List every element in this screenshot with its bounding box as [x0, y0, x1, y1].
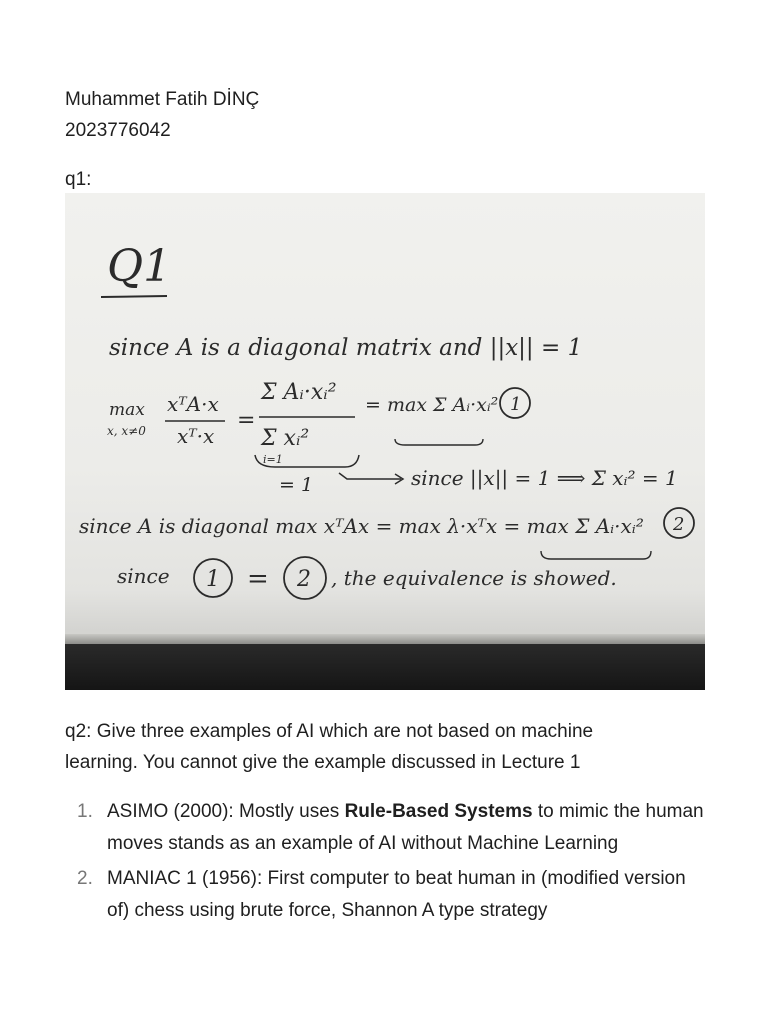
line3-brace	[541, 551, 651, 559]
result-expression: = max Σ Aᵢ·xᵢ²	[365, 394, 499, 416]
max-label: max	[109, 400, 145, 420]
circle-1-number: 1	[510, 394, 522, 415]
answer-text-end: to mimic the human moves stands as an example of AI without Machine Learning	[107, 801, 704, 854]
since-norm-line: since ||x|| = 1 ⟹ Σ xᵢ² = 1	[411, 466, 678, 490]
list-item	[65, 796, 705, 860]
circle-2-ref-number: 2	[297, 567, 311, 592]
handwriting-svg	[65, 193, 705, 690]
answer-bold-term: Rule-Based Systems	[344, 801, 533, 822]
arrow-line	[339, 473, 401, 479]
answer-text-start: ASIMO (2000): Mostly uses	[107, 801, 345, 822]
fraction-denominator: xᵀ·x	[177, 424, 215, 448]
fraction-numerator: xᵀA·x	[167, 392, 219, 416]
result-brace	[395, 439, 483, 445]
author-name: Muhammet Fatih DİNÇ	[65, 89, 260, 110]
heading-underline	[101, 296, 167, 297]
hand-line-4-since: since	[117, 564, 170, 588]
equals-sign-1: =	[237, 408, 256, 433]
answer-text-start: MANIAC 1 (1956): First computer to beat human in (modified version of) chess using brute force, Shannon A type strategy	[107, 868, 686, 921]
handwritten-photo	[65, 193, 705, 690]
q2-prompt: q2: Give three examples of AI which are not based on machine learning. You cannot give the example discussed in Lecture 1	[65, 721, 594, 773]
sum-numerator: Σ Aᵢ·xᵢ²	[261, 380, 337, 405]
circle-2-number: 2	[673, 514, 685, 535]
hand-line-3: since A is diagonal max xᵀAx = max λ·xᵀx = max Σ Aᵢ·xᵢ²	[79, 514, 644, 538]
hand-line-4-conclusion: , the equivalence is showed.	[331, 566, 617, 590]
heading-q1: Q1	[107, 241, 172, 292]
hand-line-1: since A is a diagonal matrix and ||x|| = 1	[109, 335, 583, 361]
student-id: 2023776042	[65, 120, 171, 141]
equals-one: = 1	[279, 474, 314, 496]
hand-line-4-equals: =	[247, 564, 269, 594]
max-subscript: x, x≠0	[107, 424, 146, 438]
list-number: 1.	[77, 801, 93, 822]
q2-answer-list	[65, 796, 705, 930]
list-number: 2.	[77, 868, 93, 889]
sum-denominator: Σ xᵢ²	[261, 426, 310, 451]
circle-1-ref-number: 1	[206, 567, 220, 592]
q1-label: q1:	[65, 169, 92, 190]
sum-index: i=1	[263, 453, 283, 466]
list-item	[65, 863, 705, 927]
